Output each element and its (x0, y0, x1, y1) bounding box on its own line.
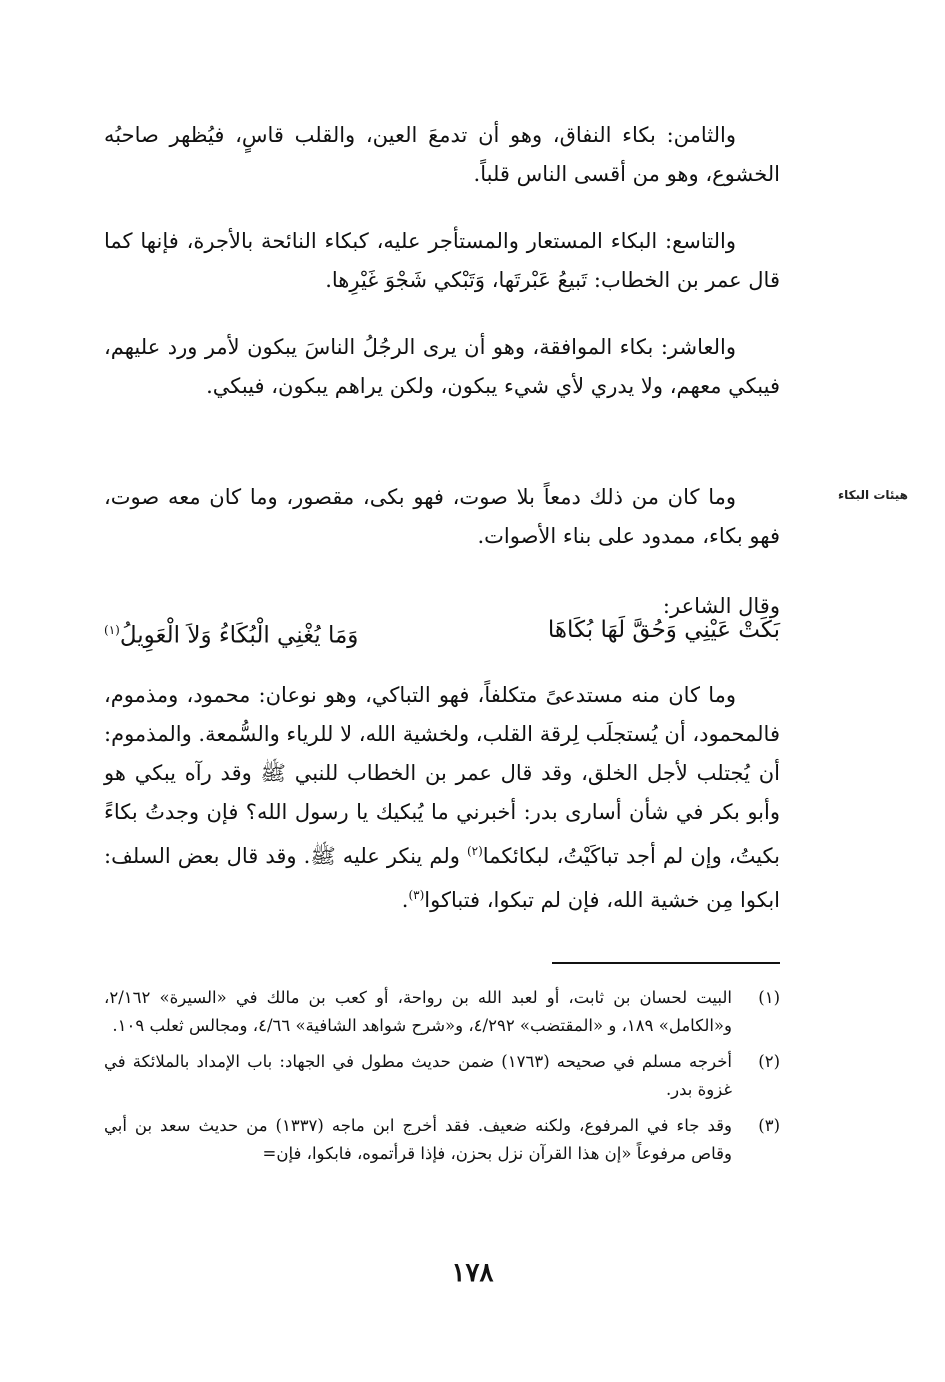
paragraph-tabaki: وما كان منه مستدعىً متكلفاً، فهو التباكي، وهو نوعان: محمود، ومذموم، فالمحمود، أن يُستجلَب لِرقة القلب، ولخشية الله، لا للرياء والسُّمعة. والمذموم: أن يُجتلب لأجل الخلق، وقد قال عمر بن الخطاب للنبي ﷺ وقد رآه يبكي هو وأبو بكر في شأن أسارى بدر: أخبرني ما يُبكيك يا رسول الله؟ فإن وجدتُ بكاءً بكيتُ، وإن لم أجد تباكَيْتُ، لبكائكما$^{(٢)}$ ولم ينكر عليه ﷺ. وقد قال بعض السلف: ابكوا مِن خشية الله، فإن لم تبكوا، فتباكوا$^{(٣)}$. (104, 683, 780, 912)
footnote-number: (٢) (758, 1052, 780, 1071)
footnote-text: وقد جاء في المرفوع، ولكنه ضعيف. فقد أخرج ابن ماجه (١٣٣٧) من حديث سعد بن أبي وقاص مرفوعاً «إن هذا القرآن نزل بحزن، فإذا قرأتموه، فابكوا، فإن= (104, 1116, 733, 1163)
footnote-ref-3[interactable]: (٣) (408, 888, 425, 902)
footnote-separator (552, 962, 780, 964)
margin-note: هيئات البكاء (838, 488, 908, 502)
paragraph-ninth: والتاسع: البكاء المستعار والمستأجر عليه، كبكاء النائحة بالأجرة، فإنها كما قال عمر بن الخطاب: تَبيعُ عَبْرتَها، وَتَبْكي شَجْوَ غَيْرِها. (104, 229, 780, 292)
footnote-3 (104, 1112, 780, 1168)
paragraph-eighth: والثامن: بكاء النفاق، وهو أن تدمعَ العين، والقلب قاسٍ، فيُظهر صاحبُه الخشوع، وهو من أقسى الناس قلباً. (104, 123, 780, 186)
page-number: ١٧٨ (451, 1258, 494, 1288)
footnote-ref-1[interactable]: (١) (104, 623, 120, 637)
footnote-number: (٣) (758, 1116, 780, 1135)
verse-first-hemistich: بَكَتْ عَيْنِي وَحُقَّ لَهَا بُكَاهَا (547, 617, 780, 643)
footnote-text: البيت لحسان بن ثابت، أو لعبد الله بن رواحة، أو كعب بن مالك في «السيرة» ٢/١٦٢، و«الكامل» ١٨٩، و «المقتضب» ٤/٢٩٢، و«شرح شواهد الشافية» ٤/٦٦، ومجالس ثعلب ١٠٩. (104, 988, 732, 1035)
footnotes (104, 984, 780, 1176)
paragraph-tenth: والعاشر: بكاء الموافقة، وهو أن يرى الرجُلُ الناسَ يبكون لأمر ورد عليهم، فيبكي معهم، ولا يدري لأي شيء يبكون، ولكن يراهم يبكون، فيبكي. (104, 335, 780, 398)
verse-second-hemistich: وَمَا يُغْنِي الْبُكَاءُ وَلاَ الْعَوِيلُ$^{(١)}$ (104, 622, 359, 649)
poem-verse (104, 608, 780, 658)
footnote-text: أخرجه مسلم في صحيحه (١٧٦٣) ضمن حديث مطول في الجهاد: باب الإمداد بالملائكة في غزوة بدر. (104, 1052, 732, 1099)
footnote-2 (104, 1048, 780, 1104)
footnote-1 (104, 984, 780, 1040)
footnote-ref-2[interactable]: (٢) (466, 844, 483, 858)
footnote-number: (١) (758, 988, 780, 1007)
poem-intro: وقال الشاعر: (662, 594, 780, 618)
paragraph-sound-distinction: وما كان من ذلك دمعاً بلا صوت، فهو بكى، مقصور، وما كان معه صوت، فهو بكاء، ممدود على بناء الأصوات. (104, 485, 780, 548)
